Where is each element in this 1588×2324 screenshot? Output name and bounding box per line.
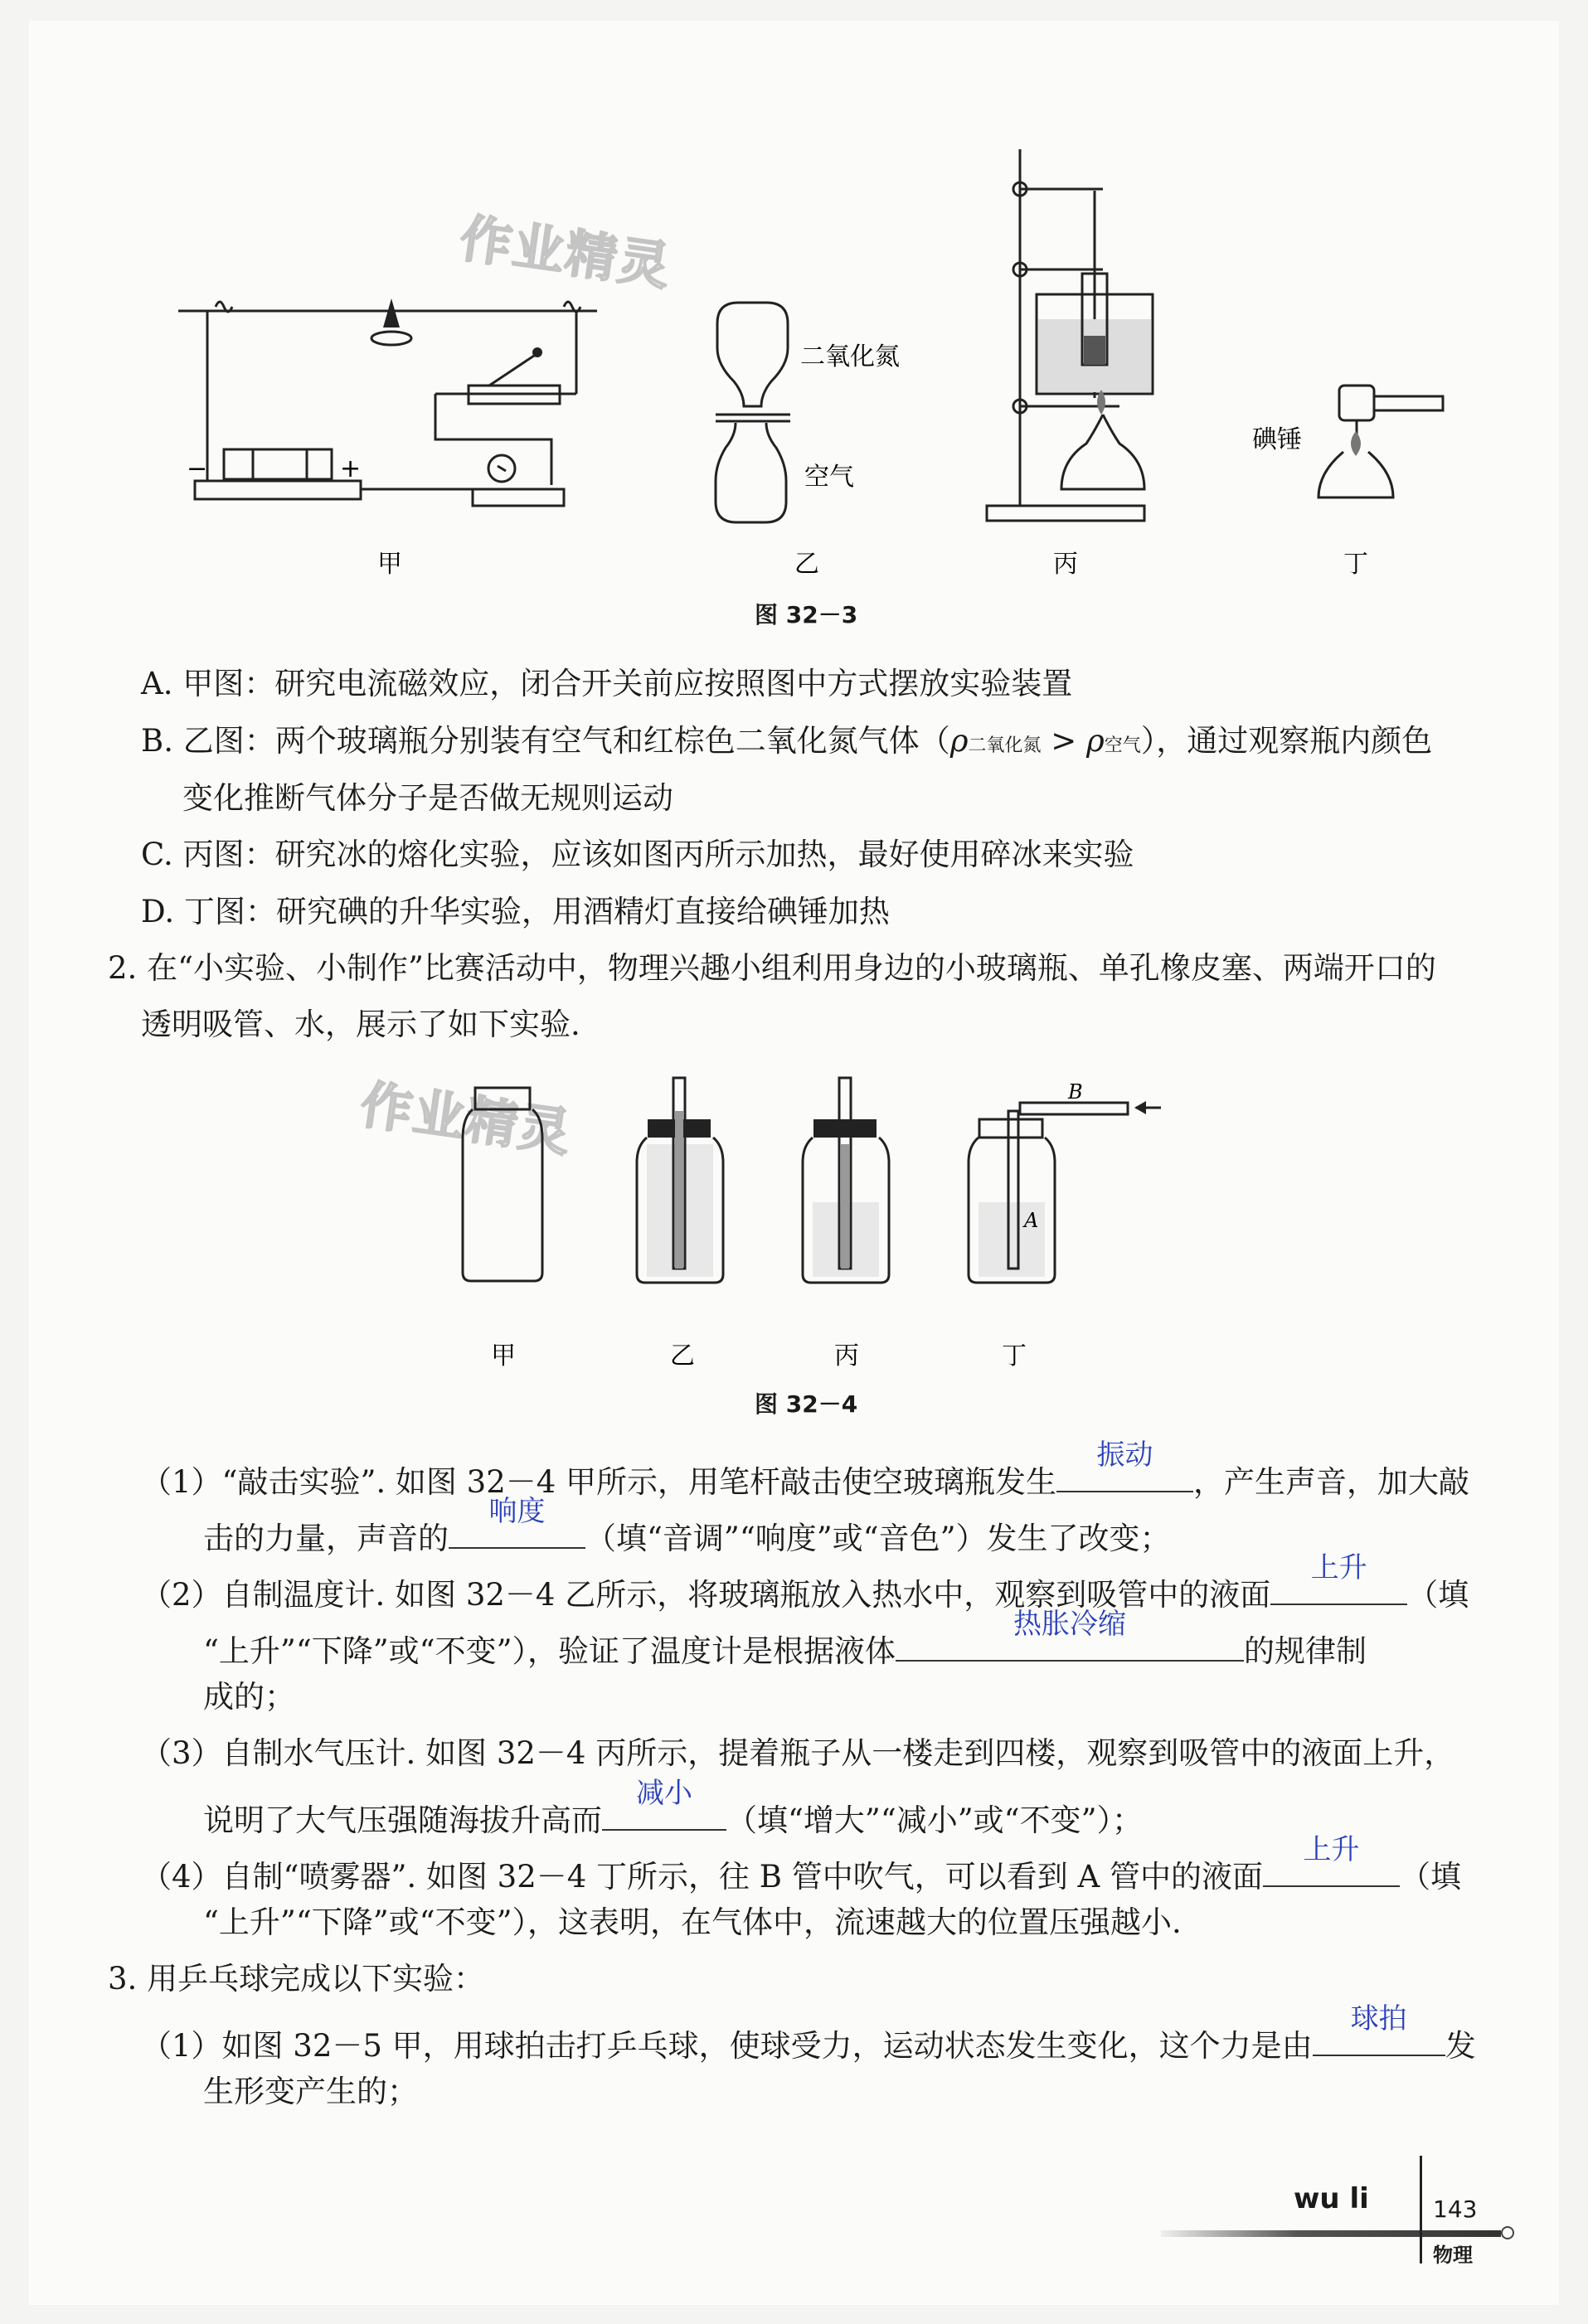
sprayer-bottle (969, 1080, 1161, 1283)
label-a: A (1024, 1209, 1039, 1232)
page-number: 143 (1433, 2195, 1478, 2223)
q2-p1-text-c: 击的力量，声音的 (203, 1521, 449, 1556)
air-label: 空气 (804, 463, 854, 492)
q2-p1-line2 (203, 1495, 1171, 1558)
figure-32-3 (166, 141, 1459, 579)
q2-p2-line3: 成的； (203, 1679, 295, 1715)
handwritten-answer: 振动 (1096, 1439, 1153, 1472)
fig-label-jia: 甲 (377, 550, 402, 579)
no2-label: 二氧化氮 (800, 342, 900, 371)
q2-stem-2: 透明吸管、水，展示了如下实验. (141, 1007, 580, 1042)
thermometer-bottle (637, 1078, 723, 1283)
footer-logo: wu li (1294, 2182, 1369, 2215)
figure-32-4 (448, 1078, 1161, 1385)
q3-p1-text-b: 发 (1445, 2028, 1476, 2064)
answer-blank[interactable] (1313, 2002, 1445, 2056)
handwritten-answer: 球拍 (1350, 2002, 1407, 2035)
q2-p1-line1 (141, 1439, 1470, 1502)
footer-divider (1420, 2156, 1422, 2263)
figure-32-3-caption: 图 32－3 (755, 601, 858, 628)
footer-bar (1161, 2230, 1501, 2237)
fig4-label-bing: 丙 (834, 1342, 859, 1371)
option-b-text: B. 乙图：两个玻璃瓶分别装有空气和红棕色二氧化氮气体（ (141, 723, 950, 759)
q3-p1-line1 (141, 2002, 1476, 2065)
q3-p1-line2: 生形变产生的； (203, 2074, 418, 2109)
q2-p4-text-b: （填 (1400, 1859, 1461, 1895)
empty-bottle (463, 1088, 542, 1281)
greater-than: > (1041, 723, 1087, 759)
option-c: C. 丙图：研究冰的熔化实验，应该如图丙所示加热，最好使用碎冰来实验 (141, 837, 1134, 872)
q2-stem-1: 2. 在“小实验、小制作”比赛活动中，物理兴趣小组利用身边的小玻璃瓶、单孔橡皮塞、两端开口的 (108, 950, 1436, 986)
q2-p2-text-b: （填 (1407, 1577, 1469, 1613)
option-a: A. 甲图：研究电流磁效应，闭合开关前应按照图中方式摆放实验装置 (141, 666, 1073, 701)
rho-subscript: 空气 (1104, 735, 1141, 756)
q2-p3-text-b: 说明了大气压强随海拔升高而 (203, 1802, 602, 1838)
q2-p4-line2: “上升”“下降”或“不变”），这表明，在气体中，流速越大的位置压强越小. (203, 1904, 1182, 1940)
q2-p4-line1 (141, 1833, 1461, 1896)
answer-blank[interactable] (602, 1777, 726, 1831)
q2-p2-text-a: （2）自制温度计. 如图 32－4 乙所示，将玻璃瓶放入热水中，观察到吸管中的液面 (141, 1577, 1271, 1613)
watermark: 作业精灵 (456, 207, 676, 298)
melting-apparatus (987, 149, 1153, 521)
figure-32-4-caption: 图 32－4 (755, 1390, 858, 1418)
watermark: 作业精灵 (357, 1074, 576, 1164)
footer-subject: 物理 (1433, 2244, 1473, 2267)
gas-bottles (716, 303, 900, 522)
q2-p2-line1 (141, 1551, 1469, 1614)
q2-p3-line2 (203, 1777, 1143, 1840)
handwritten-answer: 上升 (1303, 1833, 1360, 1866)
answer-blank[interactable] (1270, 1551, 1407, 1605)
fig4-label-jia: 甲 (491, 1342, 516, 1371)
fig-label-ding: 丁 (1343, 550, 1368, 579)
rho-symbol: ρ (949, 723, 969, 759)
page-end-circle (1501, 2226, 1514, 2239)
fig4-label-ding: 丁 (1002, 1342, 1027, 1371)
fig-label-yi: 乙 (794, 550, 819, 579)
fig-label-bing: 丙 (1053, 550, 1078, 579)
option-b-line2: 变化推断气体分子是否做无规则运动 (182, 780, 673, 816)
barometer-bottle (803, 1078, 889, 1283)
option-d: D. 丁图：研究碘的升华实验，用酒精灯直接给碘锤加热 (141, 894, 890, 929)
fig4-label-yi: 乙 (670, 1342, 695, 1371)
q3-stem: 3. 用乒乓球完成以下实验： (108, 1961, 485, 1997)
q2-p1-text-b: ，产生声音，加大敲 (1193, 1464, 1470, 1500)
label-b: B (1068, 1080, 1083, 1104)
handwritten-answer: 减小 (636, 1777, 692, 1810)
handwritten-answer: 上升 (1310, 1551, 1367, 1584)
answer-blank[interactable] (449, 1495, 585, 1549)
q2-p2-text-d: 的规律制 (1244, 1633, 1367, 1669)
answer-blank[interactable] (1056, 1439, 1193, 1492)
answer-blank[interactable] (1263, 1833, 1400, 1887)
q2-p2-line2 (203, 1608, 1367, 1671)
q2-p3-line1: （3）自制水气压计. 如图 32－4 丙所示，提着瓶子从一楼走到四楼，观察到吸管中的液面上升， (141, 1735, 1455, 1771)
q2-p4-text-a: （4）自制“喷雾器”. 如图 32－4 丁所示，往 B 管中吹气，可以看到 A 管中的液面 (141, 1859, 1263, 1895)
handwritten-answer: 热胀冷缩 (1013, 1608, 1126, 1641)
circuit-diagram (178, 298, 597, 506)
rho-symbol: ρ (1086, 723, 1105, 759)
rho-subscript: 二氧化氮 (968, 735, 1042, 756)
q2-p1-text-d: （填“音调”“响度”或“音色”）发生了改变； (585, 1521, 1171, 1556)
handwritten-answer: 响度 (488, 1495, 546, 1528)
q2-p1-text-a: （1）“敲击实验”. 如图 32－4 甲所示，用笔杆敲击使空玻璃瓶发生 (141, 1464, 1057, 1500)
q2-p3-text-c: （填“增大”“减小”或“不变”）； (726, 1802, 1143, 1838)
battery-plus: + (340, 454, 362, 483)
iodine-hammer (1252, 386, 1443, 497)
answer-blank[interactable] (896, 1608, 1244, 1662)
q3-p1-text-a: （1）如图 32－5 甲，用球拍击打乒乓球，使球受力，运动状态发生变化，这个力是由 (141, 2028, 1313, 2064)
iodine-label: 碘锤 (1252, 425, 1302, 454)
q2-p2-text-c: “上升”“下降”或“不变”），验证了温度计是根据液体 (203, 1633, 896, 1669)
battery-minus: − (187, 454, 208, 483)
option-b (141, 722, 1432, 765)
option-b-tail: ），通过观察瓶内颜色 (1140, 723, 1433, 759)
